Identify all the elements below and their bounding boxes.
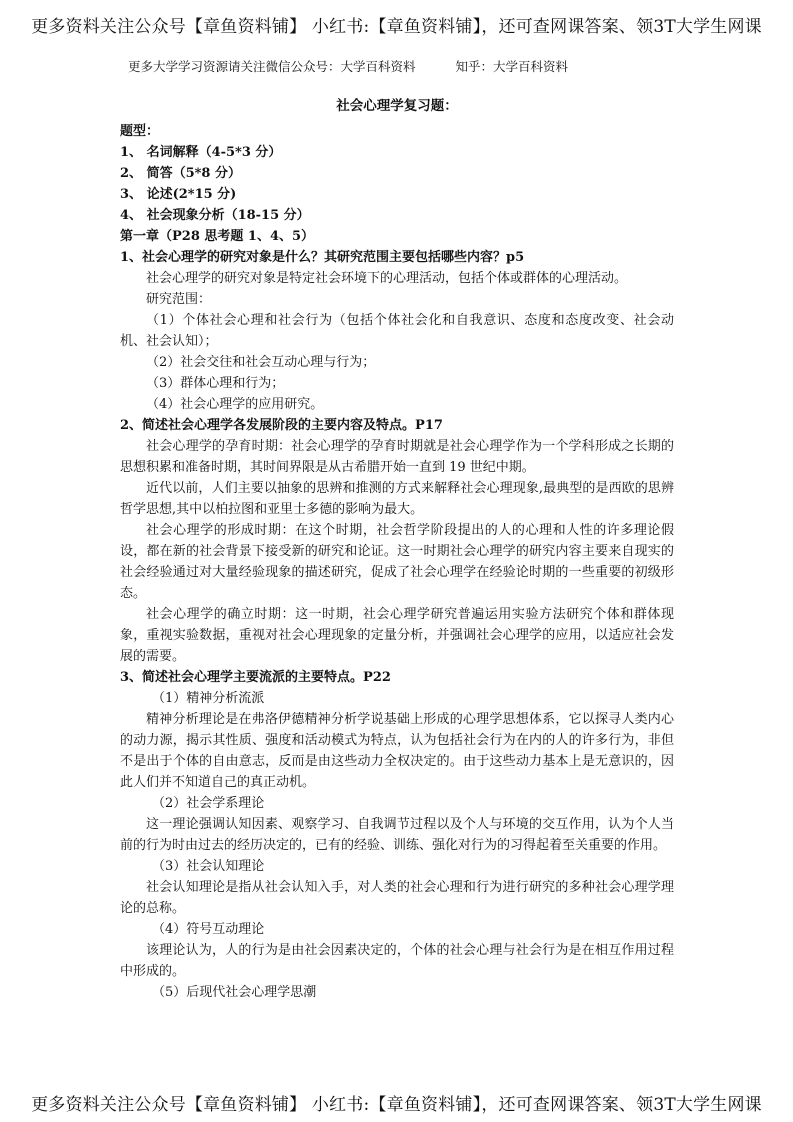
bottom-promo-banner: 更多资料关注公众号【章鱼资料铺】 小红书:【章鱼资料铺】，还可查网课答案、领3T大学生网课 (31, 1095, 762, 1115)
question-type-item: 4、 社会现象分析（18-15 分） (120, 208, 310, 223)
paragraph: 社会心理学的确立时期：这一时期，社会心理学研究普遍运用实验方法研究个体和群体现象，重视实验数据，重视对社会心理现象的定量分析，并强调社会心理学的应用，以适应社会发展的需要。 (120, 607, 674, 664)
subsection-heading: （1）精神分析流派 (152, 691, 265, 706)
list-item: （1）个体社会心理和社会行为（包括个体社会化和自我意识、态度和态度改变、社会动机、社会认知）； (120, 313, 674, 349)
list-item: （4）社会心理学的应用研究。 (146, 397, 324, 412)
paragraph: 该理论认为，人的行为是由社会因素决定的，个体的社会心理与社会行为是在相互作用过程中形成的。 (120, 943, 674, 979)
question-type-item: 1、 名词解释（4-5*3 分） (120, 145, 282, 160)
document-title: 社会心理学复习题： (336, 98, 458, 114)
paragraph: 精神分析理论是在弗洛伊德精神分析学说基础上形成的心理学思想体系，它以探寻人类内心的动力源，揭示其性质、强度和活动模式为特点，认为包括社会行为在内的人的许多行为，非但不是出于个体的自由意志，反而是由这些动力全权决定的。由于这些动力基本上是无意识的，因此人们并不知道自己的真正动机。 (120, 712, 674, 790)
subsection-heading: （4）符号互动理论 (152, 922, 265, 937)
question-types-heading: 题型： (120, 124, 160, 139)
paragraph: 社会心理学的研究对象是特定社会环境下的心理活动，包括个体或群体的心理活动。 (146, 271, 628, 286)
paragraph: 社会认知理论是指从社会认知入手，对人类的社会心理和行为进行研究的多种社会心理学理论的总称。 (120, 880, 674, 916)
paragraph: 这一理论强调认知因素、观察学习、自我调节过程以及个人与环境的交互作用，认为个人当前的行为时由过去的经历决定的，已有的经验、训练、强化对行为的习得起着至关重要的作用。 (120, 817, 674, 853)
subheader-wechat-note: 更多大学学习资源请关注微信公众号：大学百科资料 (128, 59, 416, 74)
paragraph: 研究范围： (146, 292, 212, 307)
question-1-heading: 1、社会心理学的研究对象是什么？其研究范围主要包括哪些内容？p5 (120, 250, 525, 265)
top-promo-banner: 更多资料关注公众号【章鱼资料铺】 小红书:【章鱼资料铺】，还可查网课答案、领3T大学生网课 (31, 17, 762, 37)
document-body (120, 96, 674, 1003)
question-3-heading: 3、简述社会心理学主要流派的主要特点。P22 (120, 670, 391, 685)
subsection-heading: （2）社会学系理论 (152, 796, 265, 811)
question-2-heading: 2、简述社会心理学各发展阶段的主要内容及特点。P17 (120, 418, 443, 433)
paragraph: 社会心理学的孕育时期：社会心理学的孕育时期就是社会心理学作为一个学科形成之长期的思想积累和准备时期，其时间界限是从古希腊开始一直到 19 世纪中期。 (120, 439, 674, 475)
subsection-heading: （3）社会认知理论 (152, 859, 265, 874)
document-subheader (128, 57, 568, 75)
paragraph: 近代以前，人们主要以抽象的思辨和推测的方式来解释社会心理现象,最典型的是西欧的思辨哲学思想,其中以柏拉图和亚里士多德的影响为最大。 (120, 481, 674, 517)
chapter-heading: 第一章（P28 思考题 1、4、5） (120, 229, 315, 244)
list-item: （3）群体心理和行为； (146, 376, 285, 391)
paragraph: 社会心理学的形成时期：在这个时期，社会哲学阶段提出的人的心理和人性的许多理论假设，都在新的社会背景下接受新的研究和论证。这一时期社会心理学的研究内容主要来自现实的社会经验通过对大量经验现象的描述研究，促成了社会心理学在经验论时期的一些重要的初级形态。 (120, 523, 674, 601)
question-type-item: 3、 论述(2*15 分) (120, 187, 237, 202)
list-item: （2）社会交往和社会互动心理与行为； (146, 355, 376, 370)
question-type-item: 2、 简答（5*8 分） (120, 166, 241, 181)
subsection-heading: （5）后现代社会心理学思潮 (152, 985, 317, 1000)
subheader-zhihu-note: 知乎：大学百科资料 (455, 59, 569, 74)
